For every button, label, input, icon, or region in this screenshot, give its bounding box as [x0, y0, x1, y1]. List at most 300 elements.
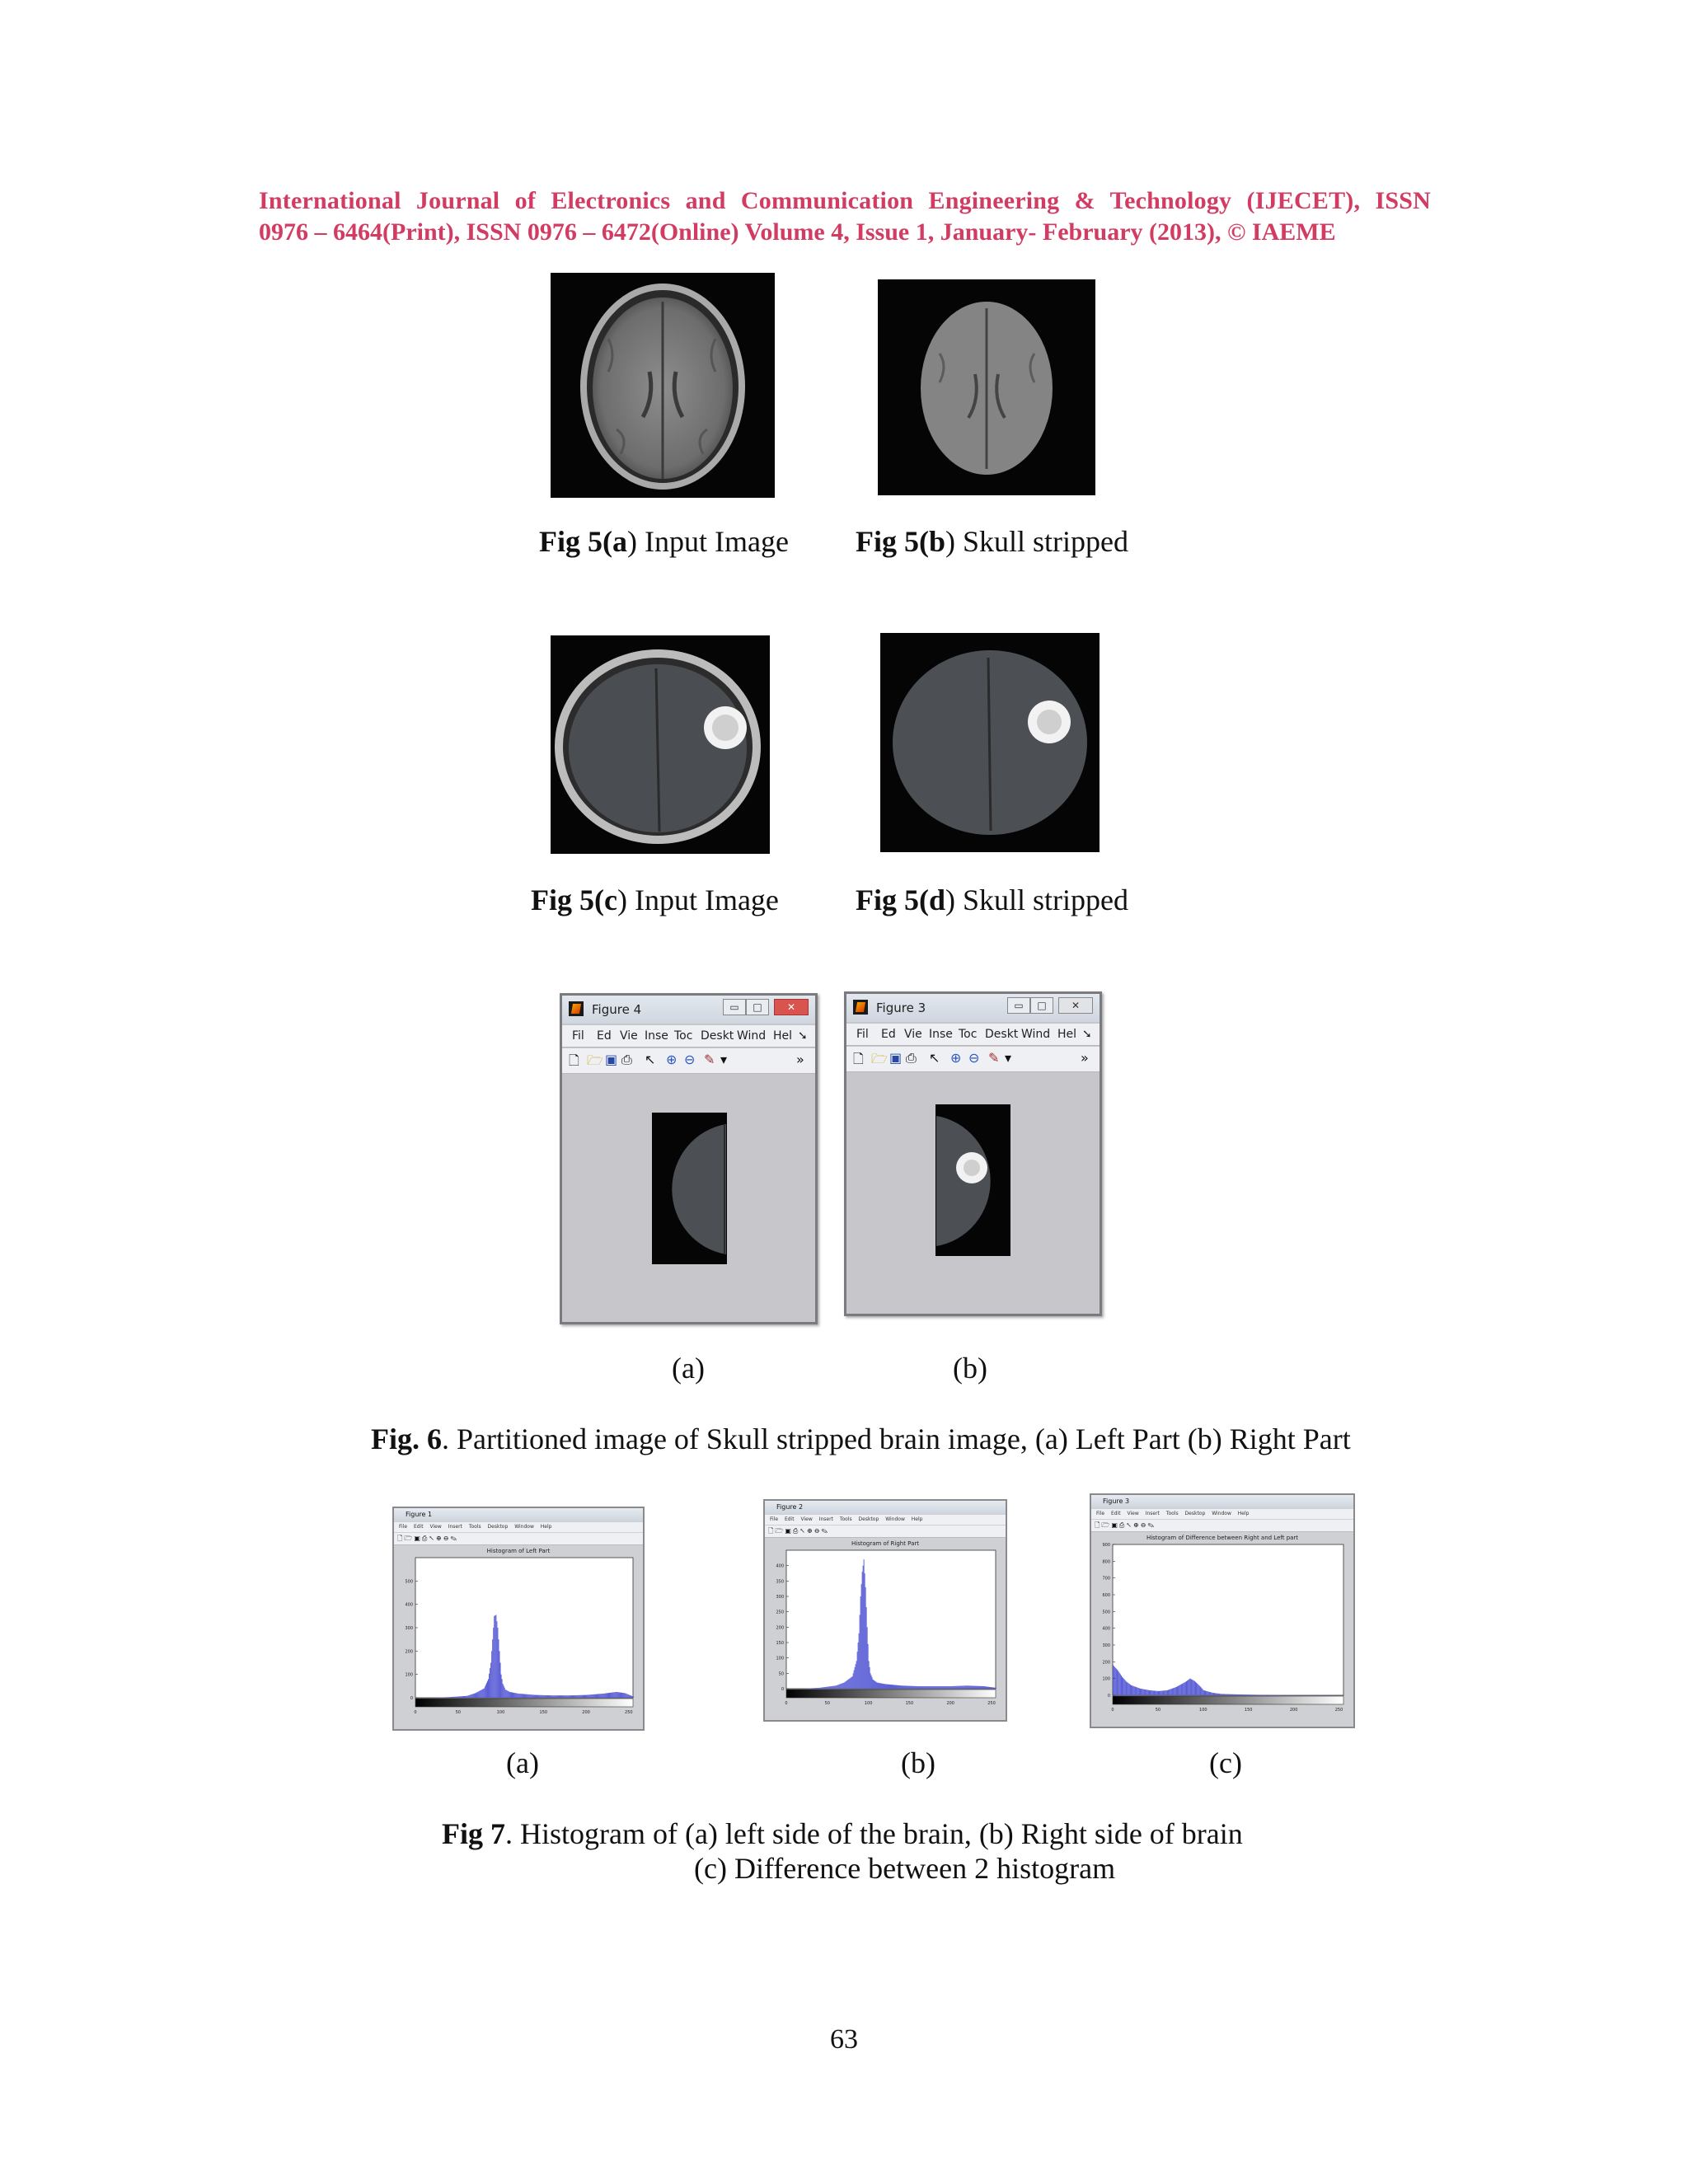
- histogram-bar: [1143, 1690, 1144, 1695]
- histogram-bar: [899, 1685, 900, 1689]
- menu-overflow-icon[interactable]: ➘: [798, 1029, 808, 1043]
- histogram-bar: [1150, 1690, 1151, 1695]
- histogram-bar: [575, 1695, 576, 1698]
- histogram-bar: [472, 1694, 473, 1698]
- histogram-bar: [1249, 1694, 1250, 1695]
- histogram-bar: [510, 1692, 511, 1698]
- x-tick-label: 100: [864, 1701, 873, 1706]
- menu-desktop[interactable]: Deskt: [701, 1029, 734, 1043]
- histogram-bar: [856, 1661, 857, 1689]
- histogram-bar: [1197, 1684, 1198, 1695]
- histogram-toolbar: [1091, 1520, 1353, 1532]
- histogram-bar: [890, 1685, 891, 1689]
- histogram-bar: [543, 1695, 544, 1698]
- histogram-menu-items[interactable]: [770, 1516, 922, 1522]
- histogram-bar: [628, 1694, 629, 1698]
- x-tick-label: 50: [455, 1710, 461, 1715]
- menu-help[interactable]: Help: [540, 1524, 552, 1530]
- histogram-bar: [962, 1685, 963, 1689]
- histogram-bar: [912, 1686, 913, 1689]
- grayscale-colorbar: [786, 1690, 996, 1698]
- histogram-bar: [835, 1685, 836, 1689]
- histogram-bar: [619, 1692, 620, 1698]
- histogram-menu-items[interactable]: [1096, 1511, 1249, 1516]
- histogram-bar: [453, 1697, 454, 1698]
- histogram-bar: [896, 1685, 897, 1689]
- menu-window[interactable]: Wind: [737, 1029, 767, 1043]
- histogram-bar: [485, 1685, 486, 1698]
- menu-tools[interactable]: Tools: [468, 1524, 481, 1530]
- fig6-sub-a: (a): [672, 1352, 705, 1385]
- histogram-bar: [506, 1690, 507, 1698]
- histogram-bar: [1181, 1684, 1182, 1695]
- histogram-bar: [880, 1683, 881, 1689]
- histogram-bar: [624, 1693, 625, 1698]
- histogram-bar: [623, 1693, 624, 1698]
- histogram-bar: [473, 1694, 474, 1698]
- menu-file[interactable]: File: [1096, 1511, 1105, 1516]
- histogram-bar: [600, 1694, 601, 1698]
- histogram-bar: [620, 1693, 621, 1698]
- print-icon[interactable]: ⎙: [621, 1052, 632, 1067]
- menu-desktop[interactable]: Desktop: [487, 1524, 509, 1530]
- histogram-bar: [917, 1686, 918, 1689]
- histogram-bar: [1116, 1669, 1117, 1695]
- save-icon[interactable]: ▣: [605, 1052, 618, 1067]
- histogram-bar: [1260, 1694, 1261, 1695]
- histogram-bar: [1223, 1694, 1224, 1695]
- histogram-bar: [855, 1667, 856, 1689]
- histogram-bar: [1211, 1692, 1212, 1695]
- histogram-bar: [632, 1696, 633, 1698]
- fig5d-caption: [856, 883, 1128, 917]
- histogram-bar: [862, 1572, 863, 1689]
- menu-edit[interactable]: Ed: [881, 1028, 896, 1041]
- histogram-bar: [859, 1633, 860, 1689]
- histogram-bar: [454, 1697, 455, 1698]
- histogram-bar: [844, 1683, 845, 1689]
- histogram-bar: [902, 1685, 903, 1689]
- zoom-out-icon[interactable]: ⊖: [968, 1050, 980, 1066]
- histogram-bar: [954, 1686, 955, 1689]
- figure-window-right[interactable]: [844, 991, 1102, 1316]
- histogram-bar: [617, 1692, 618, 1698]
- histogram-bar: [958, 1686, 959, 1689]
- menu-file[interactable]: File: [399, 1524, 408, 1530]
- histogram-bar: [816, 1688, 817, 1689]
- histogram-bar: [882, 1684, 883, 1689]
- x-tick-label: 150: [539, 1710, 548, 1715]
- histogram-bar: [483, 1689, 484, 1698]
- histogram-bar: [1259, 1694, 1260, 1695]
- histogram-bar: [922, 1686, 923, 1689]
- y-tick-label: 250: [776, 1610, 784, 1615]
- histogram-bar: [1166, 1690, 1167, 1695]
- histogram-bar: [1131, 1685, 1132, 1695]
- menu-insert[interactable]: Insert: [818, 1516, 833, 1522]
- histogram-bar: [857, 1652, 858, 1689]
- figure-window-titlebar[interactable]: [562, 996, 815, 1024]
- y-tick-label: 100: [1102, 1676, 1110, 1682]
- histogram-bar: [995, 1688, 996, 1689]
- toolbar-overflow-icon[interactable]: »: [1081, 1050, 1089, 1066]
- histogram-bar: [837, 1685, 838, 1689]
- new-file-icon[interactable]: 🗋: [569, 1052, 579, 1068]
- minimize-button[interactable]: ▭: [723, 999, 746, 1015]
- histogram-bar: [1241, 1694, 1242, 1695]
- menu-insert[interactable]: Inse: [929, 1028, 953, 1041]
- menu-edit[interactable]: Edit: [784, 1516, 795, 1522]
- maximize-button[interactable]: □: [1030, 997, 1053, 1014]
- data-brush-icon[interactable]: ✎: [704, 1052, 715, 1067]
- histogram-bar: [1226, 1694, 1227, 1695]
- histogram-bar: [924, 1686, 925, 1689]
- histogram-bar: [478, 1692, 479, 1698]
- histogram-bar: [1190, 1679, 1191, 1695]
- histogram-bar: [507, 1690, 508, 1698]
- menu-window[interactable]: Window: [514, 1524, 534, 1530]
- histogram-bar: [1156, 1691, 1157, 1695]
- histogram-bar: [883, 1684, 884, 1689]
- histogram-bar: [533, 1694, 534, 1698]
- histogram-bar: [1209, 1692, 1210, 1695]
- histogram-bar: [551, 1695, 552, 1698]
- histogram-bar: [495, 1615, 496, 1698]
- menu-help[interactable]: Hel: [1057, 1028, 1077, 1041]
- y-tick-label: 400: [405, 1602, 413, 1608]
- menu-view[interactable]: Vie: [620, 1029, 638, 1043]
- x-tick-label: 50: [1155, 1708, 1161, 1713]
- histogram-bar: [935, 1686, 936, 1689]
- histogram-bar: [921, 1686, 922, 1689]
- histogram-bar: [1258, 1694, 1259, 1695]
- histogram-bar: [1184, 1682, 1185, 1695]
- fig7-caption-label: Fig 7: [442, 1817, 505, 1850]
- y-tick-label: 600: [1102, 1593, 1110, 1598]
- histogram-bar: [909, 1686, 910, 1689]
- open-folder-icon[interactable]: 🗁: [871, 1051, 888, 1066]
- menu-tools[interactable]: Tools: [1165, 1511, 1179, 1516]
- histogram-bar: [592, 1694, 593, 1698]
- histogram-bar: [520, 1694, 521, 1698]
- histogram-bar: [1148, 1690, 1149, 1695]
- histogram-bar: [904, 1685, 905, 1689]
- histogram-bar: [865, 1587, 866, 1689]
- histogram-bar: [569, 1695, 570, 1698]
- histogram-bar: [496, 1621, 497, 1698]
- menu-file[interactable]: Fil: [856, 1028, 869, 1041]
- histogram-bar: [577, 1695, 578, 1698]
- x-tick-label: 150: [1244, 1708, 1253, 1713]
- y-tick-label: 300: [1102, 1643, 1110, 1648]
- menu-window[interactable]: Window: [885, 1516, 905, 1522]
- histogram-bar: [490, 1663, 491, 1699]
- histogram-bar: [811, 1688, 812, 1689]
- toolbar-icons[interactable]: 🗋🗁▣⎙↖⊕⊖✎: [397, 1535, 459, 1542]
- histogram-bar: [860, 1596, 861, 1689]
- histogram-bar: [1231, 1694, 1232, 1695]
- histogram-bar: [591, 1694, 592, 1698]
- histogram-bar: [1117, 1671, 1118, 1696]
- histogram-bar: [450, 1697, 451, 1698]
- menu-file[interactable]: Fil: [572, 1029, 584, 1043]
- fig5b-caption-close: ): [945, 525, 956, 558]
- histogram-bar: [1214, 1693, 1215, 1695]
- histogram-bar: [536, 1695, 537, 1698]
- histogram-window-1[interactable]: [392, 1507, 645, 1731]
- histogram-bar: [875, 1681, 876, 1689]
- histogram-bar: [595, 1694, 596, 1698]
- menu-view[interactable]: Vie: [904, 1028, 922, 1041]
- histogram-bar: [449, 1697, 450, 1698]
- zoom-out-icon[interactable]: ⊖: [684, 1052, 696, 1067]
- histogram-bar: [578, 1695, 579, 1698]
- histogram-bar: [1229, 1694, 1230, 1695]
- figure-window-title: Figure 3: [876, 1001, 926, 1015]
- menu-insert[interactable]: Insert: [448, 1524, 462, 1530]
- menu-tools[interactable]: Toc: [959, 1028, 978, 1041]
- fig7-sub-b: (b): [901, 1746, 935, 1779]
- histogram-bar: [979, 1686, 980, 1689]
- histogram-bar: [869, 1661, 870, 1689]
- histogram-bar: [853, 1673, 854, 1689]
- histogram-window-titlebar[interactable]: [765, 1501, 1006, 1514]
- brush-dropdown-icon[interactable]: ▾: [720, 1052, 728, 1067]
- fig5b-caption: [856, 524, 1128, 559]
- histogram-bar: [516, 1694, 517, 1698]
- histogram-bar: [956, 1686, 957, 1689]
- x-tick-label: 0: [1111, 1708, 1114, 1713]
- x-tick-label: 250: [625, 1710, 633, 1715]
- histogram-bar: [1189, 1679, 1190, 1695]
- y-tick-label: 800: [1102, 1559, 1110, 1565]
- histogram-bar: [452, 1697, 453, 1698]
- close-button[interactable]: ✕: [1058, 997, 1093, 1014]
- menu-desktop[interactable]: Deskt: [985, 1028, 1019, 1041]
- histogram-bar: [887, 1685, 888, 1689]
- histogram-bar: [515, 1693, 516, 1698]
- menu-edit[interactable]: Edit: [1110, 1511, 1121, 1516]
- data-brush-icon[interactable]: ✎: [988, 1050, 1000, 1066]
- histogram-bar: [476, 1693, 477, 1698]
- histogram-menu-items[interactable]: [399, 1524, 551, 1530]
- histogram-bar: [943, 1686, 944, 1689]
- histogram-bar: [604, 1694, 605, 1698]
- histogram-chart-1: [394, 1554, 643, 1729]
- menu-help[interactable]: Hel: [773, 1029, 793, 1043]
- histogram-bar: [1255, 1694, 1256, 1695]
- fig5c-caption-label: Fig 5(: [531, 883, 604, 916]
- pointer-icon[interactable]: ↖: [929, 1050, 940, 1066]
- header-line-2: 0976 – 6464(Print), ISSN 0976 – 6472(Online) Volume 4, Issue 1, January- February (2013), © IAEME: [259, 218, 1336, 246]
- histogram-bar: [1168, 1690, 1169, 1695]
- histogram-bar: [992, 1687, 993, 1689]
- histogram-bar: [1212, 1693, 1213, 1695]
- histogram-bar: [892, 1685, 893, 1689]
- menu-desktop[interactable]: Desktop: [1184, 1511, 1206, 1516]
- figure-window-titlebar[interactable]: [846, 994, 1100, 1022]
- menu-file[interactable]: File: [770, 1516, 779, 1522]
- histogram-bar: [1213, 1693, 1214, 1695]
- histogram-bar: [1203, 1690, 1204, 1695]
- zoom-in-icon[interactable]: ⊕: [950, 1050, 962, 1066]
- menu-edit[interactable]: Ed: [597, 1029, 612, 1043]
- menu-help[interactable]: Help: [911, 1516, 923, 1522]
- histogram-bar: [522, 1694, 523, 1698]
- figure-window-title: Figure 4: [592, 1002, 642, 1017]
- histogram-bar: [1123, 1679, 1124, 1695]
- histogram-bar: [486, 1683, 487, 1698]
- open-folder-icon[interactable]: 🗁: [587, 1052, 603, 1068]
- histogram-bar: [571, 1695, 572, 1698]
- menu-bar: [562, 1025, 815, 1047]
- histogram-window-3[interactable]: [1090, 1493, 1355, 1728]
- histogram-bar: [1140, 1689, 1141, 1695]
- menu-insert[interactable]: Inse: [645, 1029, 668, 1043]
- histogram-bar: [994, 1688, 995, 1689]
- print-icon[interactable]: ⎙: [906, 1050, 917, 1066]
- histogram-bar: [960, 1686, 961, 1689]
- histogram-window-2[interactable]: [763, 1499, 1007, 1722]
- histogram-bar: [1230, 1694, 1231, 1695]
- histogram-bar: [928, 1686, 929, 1689]
- fig7-sub-c: (c): [1209, 1746, 1242, 1779]
- histogram-plot-title: Histogram of Right Part: [851, 1540, 919, 1547]
- menu-desktop[interactable]: Desktop: [858, 1516, 879, 1522]
- menu-window[interactable]: Wind: [1021, 1028, 1051, 1041]
- histogram-bar: [919, 1686, 920, 1689]
- histogram-bar: [867, 1627, 868, 1689]
- histogram-bar: [879, 1683, 880, 1689]
- y-tick-label: 700: [1102, 1576, 1110, 1582]
- histogram-bar: [1178, 1686, 1179, 1695]
- histogram-bar: [946, 1686, 947, 1689]
- menu-tools[interactable]: Toc: [674, 1029, 693, 1043]
- histogram-bar: [542, 1695, 543, 1698]
- histogram-bar: [1235, 1694, 1236, 1695]
- histogram-plot-title: Histogram of Difference between Right and Left part: [1146, 1535, 1299, 1541]
- menu-overflow-icon[interactable]: ➘: [1082, 1028, 1092, 1041]
- histogram-bar: [1132, 1686, 1133, 1695]
- histogram-bar: [593, 1694, 594, 1698]
- toolbar-icons[interactable]: 🗋🗁▣⎙↖⊕⊖✎: [768, 1527, 830, 1535]
- histogram-bar: [1253, 1694, 1254, 1695]
- minimize-button[interactable]: ▭: [1007, 997, 1030, 1014]
- histogram-bar: [934, 1686, 935, 1689]
- menu-tools[interactable]: Tools: [839, 1516, 852, 1522]
- zoom-in-icon[interactable]: ⊕: [666, 1052, 678, 1067]
- figure-window-left[interactable]: [560, 993, 818, 1324]
- y-tick-label: 300: [405, 1626, 413, 1631]
- histogram-bar: [1153, 1690, 1154, 1695]
- histogram-bar: [607, 1693, 608, 1698]
- histogram-bar: [984, 1686, 985, 1689]
- histogram-bar: [461, 1696, 462, 1698]
- histogram-bar: [1244, 1694, 1245, 1695]
- y-tick-label: 350: [776, 1579, 784, 1585]
- histogram-bar: [876, 1682, 877, 1689]
- histogram-bar: [458, 1696, 459, 1698]
- histogram-bar: [927, 1686, 928, 1689]
- new-file-icon[interactable]: 🗋: [853, 1051, 864, 1066]
- histogram-bar: [586, 1695, 587, 1698]
- histogram-bar: [864, 1559, 865, 1689]
- brush-dropdown-icon[interactable]: ▾: [1005, 1050, 1012, 1066]
- histogram-bar: [530, 1694, 531, 1698]
- histogram-bar: [932, 1686, 933, 1689]
- histogram-bar: [615, 1692, 616, 1698]
- histogram-bar: [951, 1686, 952, 1689]
- fig5d-caption-text: Skull stripped: [955, 883, 1129, 916]
- histogram-bar: [839, 1685, 840, 1689]
- histogram-bar: [459, 1696, 460, 1698]
- menu-insert[interactable]: Insert: [1145, 1511, 1160, 1516]
- toolbar-icons[interactable]: 🗋🗁▣⎙↖⊕⊖✎: [1095, 1521, 1156, 1529]
- histogram-window-titlebar[interactable]: [1091, 1495, 1353, 1508]
- maximize-button[interactable]: □: [746, 999, 769, 1015]
- histogram-bar: [599, 1694, 600, 1698]
- histogram-bar: [482, 1690, 483, 1698]
- histogram-menu-bar: [394, 1522, 643, 1532]
- histogram-bar: [527, 1694, 528, 1698]
- histogram-bar: [870, 1673, 871, 1689]
- close-button[interactable]: ✕: [774, 999, 809, 1015]
- histogram-bar: [1125, 1681, 1126, 1695]
- menu-view[interactable]: View: [800, 1516, 813, 1522]
- histogram-bar: [1236, 1694, 1237, 1695]
- save-icon[interactable]: ▣: [889, 1050, 903, 1066]
- menu-help[interactable]: Help: [1237, 1511, 1250, 1516]
- histogram-bar: [552, 1695, 553, 1698]
- histogram-bar: [1141, 1689, 1142, 1695]
- menu-view[interactable]: View: [429, 1524, 442, 1530]
- histogram-bar: [616, 1692, 617, 1698]
- right-part-image: [935, 1104, 1010, 1256]
- histogram-bar: [1170, 1689, 1171, 1695]
- histogram-bar: [1254, 1694, 1255, 1695]
- histogram-bar: [513, 1693, 514, 1698]
- histogram-bar: [529, 1694, 530, 1698]
- grayscale-colorbar: [1113, 1696, 1343, 1704]
- histogram-bar: [625, 1693, 626, 1698]
- histogram-bar: [914, 1686, 915, 1689]
- plot-area: [786, 1550, 996, 1689]
- menu-window[interactable]: Window: [1212, 1511, 1231, 1516]
- x-tick-label: 200: [946, 1701, 954, 1706]
- menu-view[interactable]: View: [1127, 1511, 1139, 1516]
- toolbar-overflow-icon[interactable]: »: [796, 1052, 804, 1067]
- histogram-window-titlebar[interactable]: [394, 1508, 643, 1521]
- histogram-bar: [587, 1695, 588, 1698]
- histogram-bar: [544, 1695, 545, 1698]
- histogram-bar: [847, 1680, 848, 1689]
- histogram-bar: [1144, 1690, 1145, 1695]
- x-tick-label: 150: [905, 1701, 914, 1706]
- histogram-bar: [491, 1651, 492, 1698]
- histogram-bar: [518, 1694, 519, 1698]
- histogram-bar: [1238, 1694, 1239, 1695]
- menu-edit[interactable]: Edit: [413, 1524, 424, 1530]
- fig6-caption-label: Fig. 6: [371, 1422, 442, 1455]
- histogram-toolbar: [765, 1526, 1006, 1538]
- histogram-bar: [889, 1685, 890, 1689]
- histogram-bar: [446, 1697, 447, 1698]
- histogram-bar: [1115, 1668, 1116, 1695]
- histogram-bar: [1192, 1680, 1193, 1695]
- pointer-icon[interactable]: ↖: [645, 1052, 656, 1067]
- histogram-bar: [538, 1695, 539, 1698]
- histogram-bar: [903, 1685, 904, 1689]
